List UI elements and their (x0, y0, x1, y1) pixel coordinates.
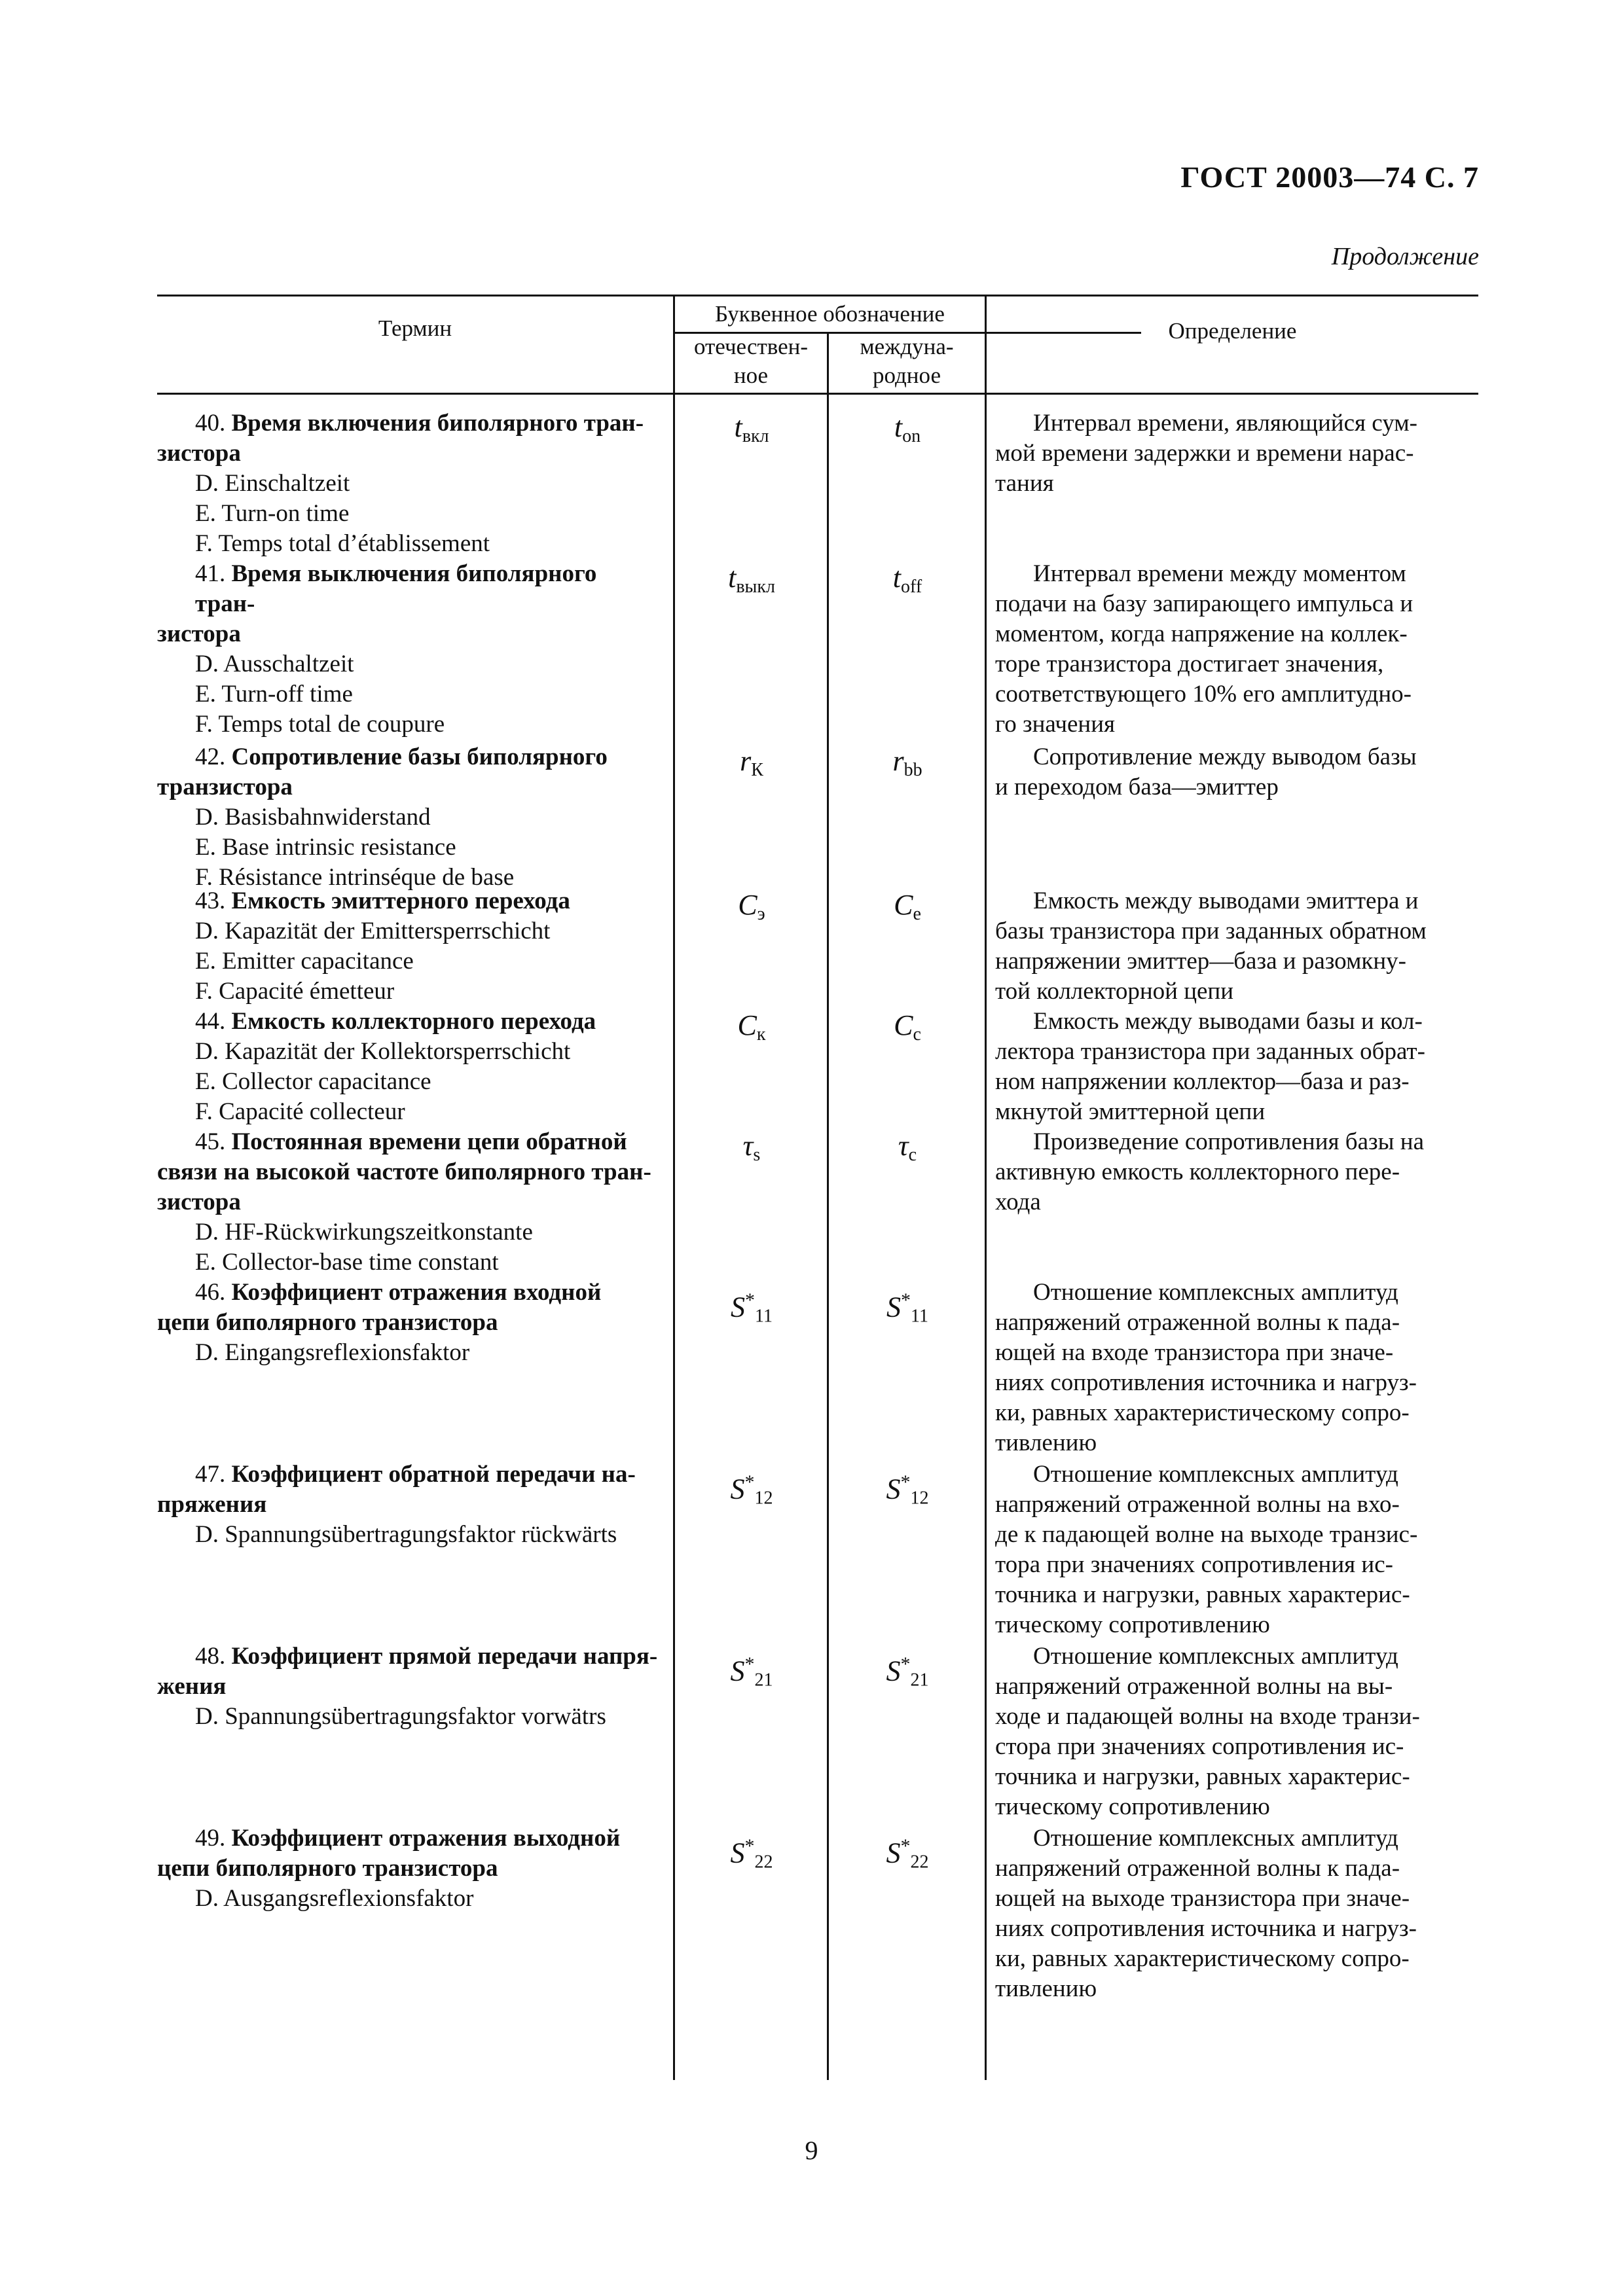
term-name-line2: связи на высокой частоте биполярного тран- (157, 1158, 651, 1185)
terms-table (157, 295, 1478, 2081)
definition-line: подачи на базу запирающего импульса и (995, 590, 1413, 617)
definition-line: го значения (995, 711, 1116, 738)
term-title (157, 1460, 661, 1490)
symbol-base: t (734, 411, 742, 443)
header-international (829, 332, 985, 390)
international-symbol (829, 1831, 986, 1878)
term-cell (157, 742, 661, 893)
header-national (675, 332, 827, 390)
international-symbol (829, 1131, 986, 1170)
international-symbol (829, 890, 986, 929)
international-symbol (829, 563, 986, 602)
symbol-base: S (730, 1655, 745, 1687)
definition-line: ющей на входе транзистора при значе- (995, 1339, 1394, 1366)
symbol-subscript: off (901, 577, 922, 597)
term-number: 42. (195, 744, 226, 770)
symbol-base: C (738, 889, 757, 921)
definition-line: Интервал времени между моментом (1033, 560, 1406, 587)
term-d-equivalent: D. HF-Rückwirkungszeitkonstante (195, 1219, 533, 1246)
definition-line: Отношение комплексных амплитуд (1033, 1279, 1398, 1306)
national-symbol (673, 412, 830, 452)
definition-line: тическому сопротивлению (995, 1793, 1270, 1820)
term-d-equivalent: D. Spannungsübertragungsfaktor rückwärts (195, 1521, 617, 1548)
term-name-line1: Емкость коллекторного перехода (231, 1008, 596, 1035)
national-symbol (673, 1285, 830, 1332)
definition-line: ном напряжении коллектор—база и раз- (995, 1068, 1410, 1095)
symbol-subscript: 21 (910, 1670, 929, 1691)
term-number: 44. (195, 1008, 226, 1035)
symbol-subscript: on (902, 426, 921, 446)
header-international-line1: междуна- (860, 334, 954, 359)
national-symbol (673, 1131, 830, 1170)
term-name-line1: Емкость эмиттерного перехода (231, 888, 570, 914)
definition-cell (995, 742, 1478, 802)
term-title (157, 1641, 661, 1672)
term-title (157, 1278, 661, 1308)
symbol-subscript: 21 (754, 1670, 773, 1691)
symbol-subscript: э (757, 904, 765, 924)
term-number: 40. (195, 410, 226, 437)
symbol-base: C (894, 889, 913, 921)
symbol-base: S (886, 1837, 901, 1869)
symbol-subscript: 11 (755, 1306, 773, 1327)
term-e-equivalent: E. Emitter capacitance (195, 948, 414, 975)
definition-line: напряжений отраженной волны к пада- (995, 1309, 1400, 1336)
symbol-subscript: c (913, 1024, 921, 1045)
term-f-equivalent: F. Temps total de coupure (195, 711, 445, 738)
definition-line: соответствующего 10% его амплитудно- (995, 681, 1412, 708)
definition-line: ки, равных характеристическому сопро- (995, 1945, 1410, 1972)
definition-line: напряжений отраженной волны на вы- (995, 1673, 1393, 1700)
definition-cell (995, 559, 1478, 740)
term-number: 46. (195, 1279, 226, 1306)
term-name-line1: Время включения биполярного тран- (231, 410, 644, 437)
national-symbol (673, 746, 830, 785)
definition-line: тивлению (995, 1975, 1097, 2002)
header-term: Термин (378, 315, 452, 341)
term-number: 47. (195, 1461, 226, 1488)
term-name-line1: Коэффициент прямой передачи напря- (231, 1643, 658, 1670)
term-name-line1: Коэффициент обратной передачи на- (231, 1461, 636, 1488)
definition-line: точника и нагрузки, равных характерис- (995, 1581, 1410, 1608)
symbol-base: S (730, 1837, 745, 1869)
term-title (157, 886, 661, 916)
definition-line: ходе и падающей волны на входе транзи- (995, 1703, 1420, 1730)
symbol-superscript: * (744, 1653, 755, 1675)
international-symbol (829, 1285, 986, 1332)
symbol-superscript: * (744, 1835, 755, 1857)
definition-line: Емкость между выводами базы и кол- (1033, 1008, 1423, 1035)
definition-line: Отношение комплексных амплитуд (1033, 1461, 1398, 1488)
definition-line: тора при значениях сопротивления ис- (995, 1551, 1393, 1578)
definition-line: тическому сопротивлению (995, 1611, 1270, 1638)
international-symbol (829, 1011, 986, 1050)
term-f-equivalent: F. Temps total d’établissement (195, 530, 490, 557)
definition-line: активную емкость коллекторного пере- (995, 1158, 1400, 1185)
definition-cell (995, 1127, 1478, 1217)
term-d-equivalent: D. Ausgangsreflexionsfaktor (195, 1885, 474, 1912)
symbol-base: τ (742, 1130, 754, 1162)
symbol-base: r (740, 745, 752, 777)
term-d-equivalent: D. Einschaltzeit (195, 470, 350, 497)
symbol-base: t (728, 562, 737, 594)
definition-line: тания (995, 470, 1054, 497)
symbol-subscript: s (753, 1145, 761, 1165)
symbol-subscript: к (756, 1024, 766, 1045)
definition-line: напряжений отраженной волны на вхо- (995, 1491, 1400, 1518)
definition-line: напряжений отраженной волны к пада- (995, 1855, 1400, 1882)
symbol-base: S (886, 1473, 901, 1505)
symbol-subscript: e (913, 904, 921, 924)
definition-line: точника и нагрузки, равных характерис- (995, 1763, 1410, 1790)
term-d-equivalent: D. Eingangsreflexionsfaktor (195, 1339, 470, 1366)
page-number: 9 (805, 2136, 818, 2165)
definition-cell (995, 1460, 1478, 1640)
continuation-label: Продолжение (1331, 243, 1479, 270)
symbol-base: t (894, 411, 903, 443)
definition-line: торе транзистора достигает значения, (995, 651, 1384, 677)
definition-line: ниях сопротивления источника и нагруз- (995, 1369, 1417, 1396)
term-cell (157, 408, 661, 559)
definition-cell (995, 1007, 1478, 1127)
definition-line: Сопротивление между выводом базы (1033, 744, 1417, 770)
symbol-subscript: 22 (910, 1852, 929, 1873)
definition-line: ки, равных характеристическому сопро- (995, 1399, 1410, 1426)
term-e-equivalent: E. Collector-base time constant (195, 1249, 499, 1276)
term-cell (157, 1823, 661, 1914)
definition-line: стора при значениях сопротивления ис- (995, 1733, 1404, 1760)
term-cell (157, 1278, 661, 1368)
term-name-line2: зистора (157, 440, 241, 467)
symbol-subscript: 11 (911, 1306, 928, 1327)
term-e-equivalent: E. Turn-on time (195, 500, 350, 527)
definition-line: моментом, когда напряжение на коллек- (995, 620, 1408, 647)
symbol-subscript: К (751, 760, 763, 780)
symbol-subscript: выкл (736, 577, 775, 597)
symbol-base: τ (898, 1130, 909, 1162)
definition-line: тивлению (995, 1429, 1097, 1456)
header-international-line2: родное (873, 363, 941, 388)
symbol-superscript: * (900, 1471, 911, 1493)
national-symbol (673, 890, 830, 929)
definition-line: Емкость между выводами эмиттера и (1033, 888, 1419, 914)
term-name-line2: зистора (157, 620, 241, 647)
symbol-base: t (892, 562, 902, 594)
term-name-line3: зистора (157, 1189, 241, 1215)
header-national-line1: отечествен- (693, 334, 809, 359)
symbol-base: S (886, 1291, 902, 1323)
term-title (157, 408, 661, 439)
document-reference: ГОСТ 20003—74 С. 7 (1180, 160, 1479, 194)
symbol-superscript: * (900, 1653, 911, 1675)
national-symbol (673, 1011, 830, 1050)
definition-line: ющей на выходе транзистора при значе- (995, 1885, 1410, 1912)
symbol-base: S (730, 1473, 745, 1505)
term-cell (157, 1460, 661, 1550)
definition-line: хода (995, 1189, 1041, 1215)
national-symbol (673, 1831, 830, 1878)
term-name-line2: транзистора (157, 774, 293, 800)
symbol-base: r (892, 745, 904, 777)
term-f-equivalent: F. Capacité collecteur (195, 1098, 405, 1125)
national-symbol (673, 563, 830, 602)
term-name-line1: Коэффициент отражения входной (231, 1279, 602, 1306)
table-top-rule (157, 295, 1478, 296)
term-d-equivalent: D. Kapazität der Emittersperrschicht (195, 918, 551, 944)
definition-line: Отношение комплексных амплитуд (1033, 1643, 1398, 1670)
definition-cell (995, 1823, 1478, 2004)
symbol-subscript: c (908, 1145, 917, 1165)
term-f-equivalent: F. Résistance intrinséque de base (195, 864, 515, 891)
symbol-base: C (894, 1009, 913, 1041)
term-title (157, 1127, 661, 1157)
term-cell (157, 886, 661, 1007)
term-title (157, 1823, 661, 1854)
term-d-equivalent: D. Ausschaltzeit (195, 651, 354, 677)
definition-cell (995, 886, 1478, 1007)
term-cell (157, 1007, 661, 1127)
definition-line: ниях сопротивления источника и нагруз- (995, 1915, 1417, 1942)
definition-line: Произведение сопротивления базы на (1033, 1128, 1424, 1155)
definition-line: мой времени задержки и времени нарас- (995, 440, 1414, 467)
term-name-line2: цепи биполярного транзистора (157, 1309, 498, 1336)
term-name-line1: Коэффициент отражения выходной (231, 1825, 621, 1852)
term-d-equivalent: D. Spannungsübertragungsfaktor vorwätrs (195, 1703, 606, 1730)
symbol-subscript: 12 (754, 1488, 773, 1509)
term-e-equivalent: E. Collector capacitance (195, 1068, 431, 1095)
definition-line: мкнутой эмиттерной цепи (995, 1098, 1266, 1125)
term-number: 41. (195, 560, 226, 587)
definition-line: напряжении эмиттер—база и разомкну- (995, 948, 1406, 975)
term-name-line2: жения (157, 1673, 227, 1700)
symbol-superscript: * (900, 1835, 911, 1857)
term-title (157, 1007, 661, 1037)
table-header-rule (157, 393, 1478, 395)
term-e-equivalent: E. Turn-off time (195, 681, 353, 708)
symbol-base: C (737, 1009, 757, 1041)
symbol-superscript: * (744, 1471, 755, 1493)
term-name-line1: Постоянная времени цепи обратной (231, 1128, 627, 1155)
symbol-subscript: bb (903, 760, 922, 780)
international-symbol (829, 1467, 986, 1514)
definition-line: Интервал времени, являющийся сум- (1033, 410, 1417, 437)
term-title (157, 742, 661, 772)
term-number: 49. (195, 1825, 226, 1852)
symbol-base: S (886, 1655, 901, 1687)
term-d-equivalent: D. Kapazität der Kollektorsperrschicht (195, 1038, 571, 1065)
term-cell (157, 559, 661, 740)
definition-line: базы транзистора при заданных обратном (995, 918, 1427, 944)
symbol-base: S (731, 1291, 746, 1323)
term-number: 45. (195, 1128, 226, 1155)
term-number: 43. (195, 888, 226, 914)
definition-cell (995, 1278, 1478, 1458)
symbol-subscript: 22 (754, 1852, 773, 1873)
international-symbol (829, 1649, 986, 1696)
definition-line: де к падающей волне на выходе транзис- (995, 1521, 1418, 1548)
term-title (157, 559, 661, 619)
international-symbol (829, 746, 986, 785)
term-name-line2: цепи биполярного транзистора (157, 1855, 498, 1882)
term-name-line1: Сопротивление базы биполярного (231, 744, 608, 770)
term-number: 48. (195, 1643, 226, 1670)
international-symbol (829, 412, 986, 452)
definition-cell (995, 1641, 1478, 1822)
term-name-line2: пряжения (157, 1491, 267, 1518)
header-national-line2: ное (733, 363, 769, 388)
definition-line: и переходом база—эмиттер (995, 774, 1279, 800)
term-e-equivalent: E. Base intrinsic resistance (195, 834, 456, 861)
term-f-equivalent: F. Capacité émetteur (195, 978, 395, 1005)
definition-line: лектора транзистора при заданных обрат- (995, 1038, 1425, 1065)
symbol-subscript: вкл (742, 426, 769, 446)
term-name-line1: Время выключения биполярного тран- (195, 560, 597, 617)
header-definition: Определение (1168, 318, 1297, 344)
definition-cell (995, 408, 1478, 499)
term-cell (157, 1641, 661, 1732)
symbol-superscript: * (745, 1289, 756, 1311)
symbol-superscript: * (901, 1289, 911, 1311)
definition-line: той коллекторной цепи (995, 978, 1234, 1005)
definition-line: Отношение комплексных амплитуд (1033, 1825, 1398, 1852)
symbol-subscript: 12 (910, 1488, 929, 1509)
national-symbol (673, 1649, 830, 1696)
national-symbol (673, 1467, 830, 1514)
header-letter-designation: Буквенное обозначение (715, 301, 945, 327)
term-cell (157, 1127, 661, 1278)
term-d-equivalent: D. Basisbahnwiderstand (195, 804, 431, 831)
